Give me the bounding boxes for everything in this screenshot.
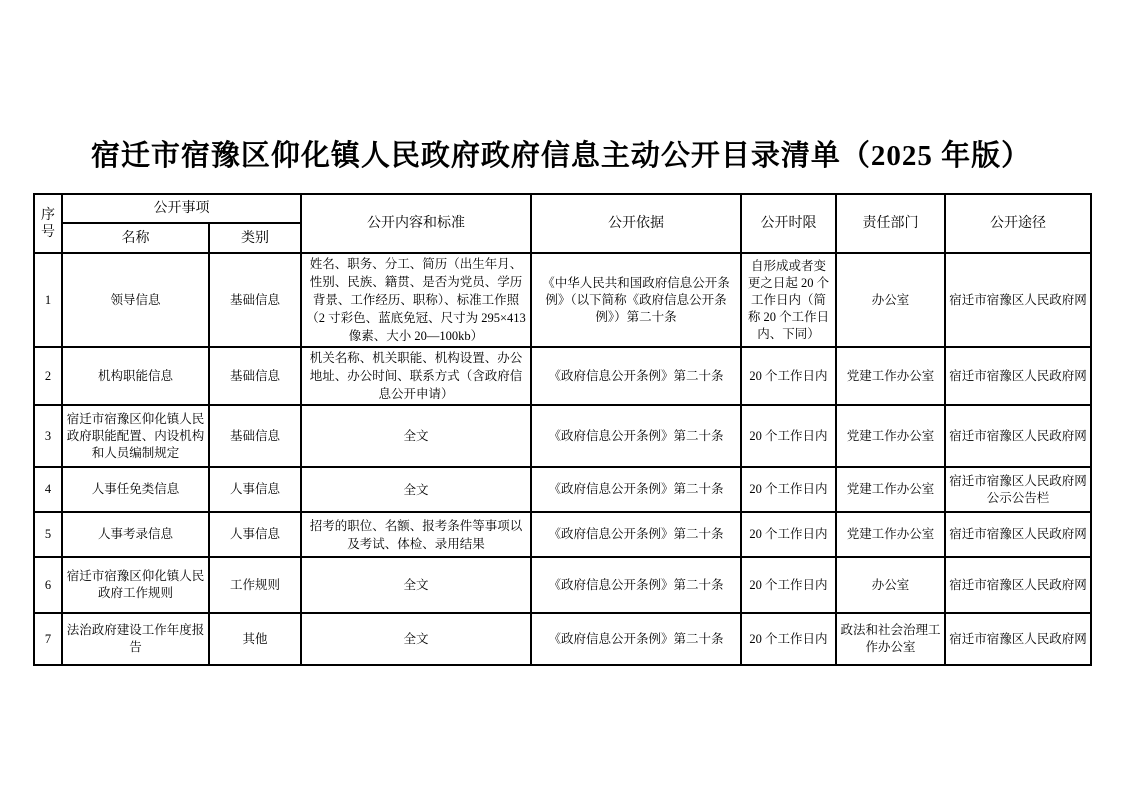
col-header-serial: 序号 (34, 194, 62, 253)
cell-channel: 宿迁市宿豫区人民政府网 (945, 347, 1091, 405)
cell-time-limit: 20 个工作日内 (741, 557, 836, 613)
cell-category: 人事信息 (209, 512, 301, 557)
col-header-basis: 公开依据 (531, 194, 741, 253)
cell-department: 党建工作办公室 (836, 467, 945, 512)
cell-content-standard: 全文 (301, 405, 531, 467)
cell-serial: 7 (34, 613, 62, 665)
page-title: 宿迁市宿豫区仰化镇人民政府政府信息主动公开目录清单（2025 年版） (90, 140, 1032, 172)
cell-time-limit: 20 个工作日内 (741, 512, 836, 557)
cell-content-standard: 全文 (301, 467, 531, 512)
table-row (34, 557, 1091, 613)
cell-basis: 《中华人民共和国政府信息公开条例》（以下简称《政府信息公开条例》）第二十条 (531, 253, 741, 347)
cell-name: 宿迁市宿豫区仰化镇人民政府工作规则 (62, 557, 209, 613)
cell-channel: 宿迁市宿豫区人民政府网 (945, 613, 1091, 665)
cell-content-standard: 招考的职位、名额、报考条件等事项以及考试、体检、录用结果 (301, 512, 531, 557)
cell-basis: 《政府信息公开条例》第二十条 (531, 467, 741, 512)
cell-category: 人事信息 (209, 467, 301, 512)
table-row (34, 405, 1091, 467)
col-header-department: 责任部门 (836, 194, 945, 253)
cell-basis: 《政府信息公开条例》第二十条 (531, 405, 741, 467)
cell-content-standard: 全文 (301, 557, 531, 613)
cell-category: 其他 (209, 613, 301, 665)
cell-channel: 宿迁市宿豫区人民政府网 (945, 557, 1091, 613)
cell-content-standard: 全文 (301, 613, 531, 665)
cell-department: 办公室 (836, 557, 945, 613)
table-row (34, 347, 1091, 405)
cell-name: 人事任免类信息 (62, 467, 209, 512)
cell-name: 人事考录信息 (62, 512, 209, 557)
cell-serial: 1 (34, 253, 62, 347)
cell-time-limit: 自形成或者变更之日起 20 个工作日内（简称 20 个工作日内、下同） (741, 253, 836, 347)
cell-time-limit: 20 个工作日内 (741, 613, 836, 665)
cell-channel: 宿迁市宿豫区人民政府网 (945, 253, 1091, 347)
cell-name: 机构职能信息 (62, 347, 209, 405)
cell-time-limit: 20 个工作日内 (741, 405, 836, 467)
cell-time-limit: 20 个工作日内 (741, 347, 836, 405)
header-row-top (34, 194, 1091, 223)
cell-basis: 《政府信息公开条例》第二十条 (531, 512, 741, 557)
cell-department: 政法和社会治理工作办公室 (836, 613, 945, 665)
table-row (34, 512, 1091, 557)
table-row (34, 613, 1091, 665)
cell-category: 工作规则 (209, 557, 301, 613)
col-header-name: 名称 (62, 223, 209, 253)
col-header-category: 类别 (209, 223, 301, 253)
cell-category: 基础信息 (209, 405, 301, 467)
cell-department: 党建工作办公室 (836, 512, 945, 557)
cell-serial: 2 (34, 347, 62, 405)
cell-time-limit: 20 个工作日内 (741, 467, 836, 512)
cell-serial: 5 (34, 512, 62, 557)
cell-department: 党建工作办公室 (836, 347, 945, 405)
cell-serial: 3 (34, 405, 62, 467)
cell-serial: 6 (34, 557, 62, 613)
table-row (34, 253, 1091, 347)
cell-basis: 《政府信息公开条例》第二十条 (531, 613, 741, 665)
cell-basis: 《政府信息公开条例》第二十条 (531, 347, 741, 405)
cell-department: 办公室 (836, 253, 945, 347)
cell-category: 基础信息 (209, 347, 301, 405)
cell-content-standard: 姓名、职务、分工、简历（出生年月、性别、民族、籍贯、是否为党员、学历背景、工作经历、职称）、标准工作照（2 寸彩色、蓝底免冠、尺寸为 295×413 像素、大小 20—100kb） (301, 253, 531, 347)
col-header-time-limit: 公开时限 (741, 194, 836, 253)
cell-basis: 《政府信息公开条例》第二十条 (531, 557, 741, 613)
cell-channel: 宿迁市宿豫区人民政府网 (945, 405, 1091, 467)
table-row (34, 467, 1091, 512)
cell-channel: 宿迁市宿豫区人民政府网 (945, 512, 1091, 557)
cell-name: 领导信息 (62, 253, 209, 347)
cell-serial: 4 (34, 467, 62, 512)
cell-name: 法治政府建设工作年度报告 (62, 613, 209, 665)
disclosure-catalog-table (33, 193, 1092, 666)
cell-category: 基础信息 (209, 253, 301, 347)
cell-department: 党建工作办公室 (836, 405, 945, 467)
col-header-channel: 公开途径 (945, 194, 1091, 253)
col-header-content-standard: 公开内容和标准 (301, 194, 531, 253)
cell-channel: 宿迁市宿豫区人民政府网公示公告栏 (945, 467, 1091, 512)
cell-content-standard: 机关名称、机关职能、机构设置、办公地址、办公时间、联系方式（含政府信息公开申请） (301, 347, 531, 405)
col-header-disclosure-item: 公开事项 (62, 194, 301, 223)
cell-name: 宿迁市宿豫区仰化镇人民政府职能配置、内设机构和人员编制规定 (62, 405, 209, 467)
